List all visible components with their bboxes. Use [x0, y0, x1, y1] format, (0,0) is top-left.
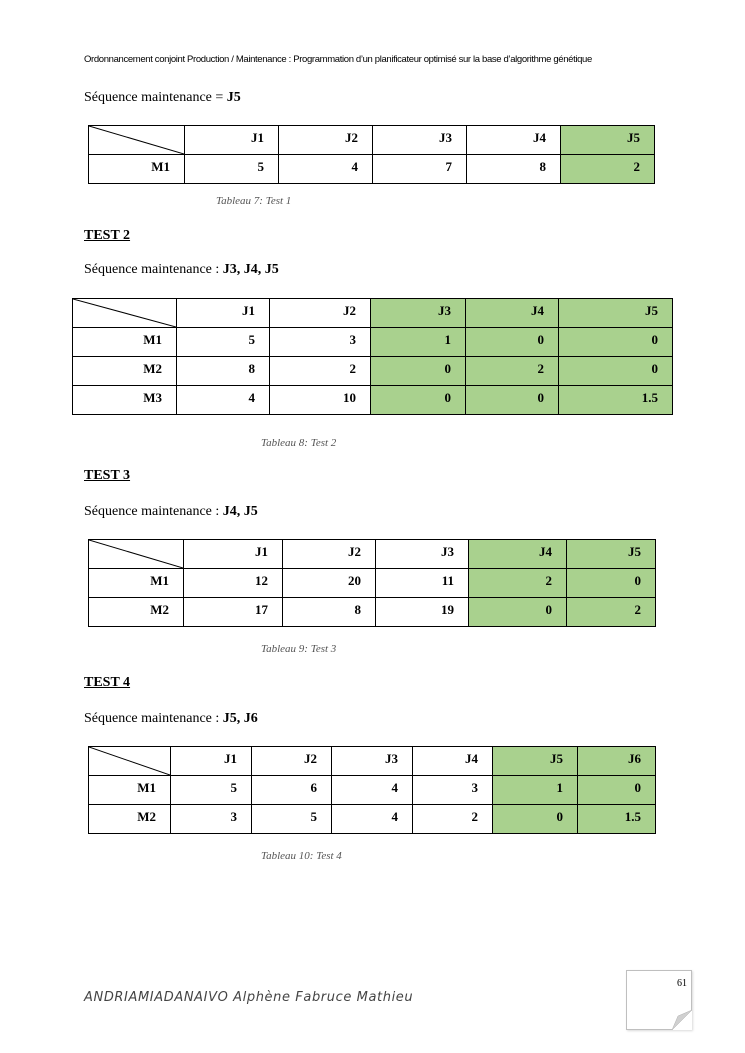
- row-label-m1: M1: [89, 155, 185, 184]
- table-cell: 2: [413, 805, 493, 834]
- table-cell: 2: [469, 569, 567, 598]
- author-name: ANDRIAMIADANAIVO Alphène Fabruce Mathieu: [84, 990, 414, 1005]
- table-cell: 7: [373, 155, 467, 184]
- column-header-j5: J5: [559, 299, 673, 328]
- section-title-test-2: TEST 2: [84, 228, 131, 243]
- diagonal-corner-cell: [89, 540, 184, 569]
- column-header-j4: J4: [467, 126, 561, 155]
- table-cell: 20: [283, 569, 376, 598]
- table-cell: 1: [371, 328, 466, 357]
- column-header-j4: J4: [466, 299, 559, 328]
- table-cell: 0: [559, 328, 673, 357]
- table-cell: 3: [413, 776, 493, 805]
- table-cell: 4: [279, 155, 373, 184]
- table-row: [73, 328, 673, 357]
- schedule-table-test-4: [88, 746, 656, 834]
- diagonal-corner-cell: [73, 299, 177, 328]
- table-cell: 4: [332, 776, 413, 805]
- table-cell: 2: [567, 598, 656, 627]
- table-cell: 2: [561, 155, 655, 184]
- table-cell: 5: [185, 155, 279, 184]
- column-header-j5: J5: [493, 747, 578, 776]
- table-cell: 0: [371, 386, 466, 415]
- column-header-j1: J1: [171, 747, 252, 776]
- table-cell: 12: [184, 569, 283, 598]
- table-cell: 4: [332, 805, 413, 834]
- table-cell: 5: [252, 805, 332, 834]
- table-cell: 0: [466, 328, 559, 357]
- table-cell: 0: [567, 569, 656, 598]
- table-cell: 0: [466, 386, 559, 415]
- header-row: [73, 299, 673, 328]
- table-caption-test-2: Tableau 8: Test 2: [261, 437, 337, 449]
- table-cell: 0: [559, 357, 673, 386]
- table-cell: 8: [283, 598, 376, 627]
- row-label-m3: M3: [73, 386, 177, 415]
- column-header-j3: J3: [373, 126, 467, 155]
- diagonal-line-icon: [89, 126, 184, 154]
- header-row: [89, 540, 656, 569]
- column-header-j3: J3: [371, 299, 466, 328]
- diagonal-corner-cell: [89, 126, 185, 155]
- row-label-m1: M1: [89, 776, 171, 805]
- table-cell: 0: [469, 598, 567, 627]
- table-row: [73, 357, 673, 386]
- table-cell: 1.5: [578, 805, 656, 834]
- page-number-box: [626, 970, 692, 1030]
- sequence-value: J4, J5: [222, 504, 258, 519]
- sequence-label: Séquence maintenance :: [84, 262, 223, 277]
- table-row: [89, 155, 655, 184]
- sequence-line-test-4: [84, 711, 258, 727]
- column-header-j1: J1: [185, 126, 279, 155]
- row-label-m2: M2: [73, 357, 177, 386]
- table-cell: 0: [493, 805, 578, 834]
- table-row: [89, 776, 656, 805]
- table-caption-test-3: Tableau 9: Test 3: [261, 643, 337, 655]
- table-cell: 6: [252, 776, 332, 805]
- column-header-j5: J5: [561, 126, 655, 155]
- diagonal-line-icon: [73, 299, 176, 327]
- running-header: Ordonnancement conjoint Production / Maintenance : Programmation d’un planificateur optimisé sur la base d’algorithme génétique: [84, 54, 592, 65]
- table-cell: 4: [177, 386, 270, 415]
- sequence-value: J5: [226, 90, 241, 105]
- header-row: [89, 747, 656, 776]
- table-cell: 8: [467, 155, 561, 184]
- sequence-line-test-1: [84, 90, 241, 106]
- row-label-m1: M1: [89, 569, 184, 598]
- table-cell: 19: [376, 598, 469, 627]
- diagonal-line-icon: [89, 747, 170, 775]
- row-label-m2: M2: [89, 805, 171, 834]
- page-number: 61: [677, 978, 687, 989]
- header-row: [89, 126, 655, 155]
- column-header-j2: J2: [283, 540, 376, 569]
- table-caption-test-4: Tableau 10: Test 4: [261, 850, 342, 862]
- column-header-j6: J6: [578, 747, 656, 776]
- table-cell: 0: [371, 357, 466, 386]
- sequence-label: Séquence maintenance :: [84, 504, 223, 519]
- column-header-j5: J5: [567, 540, 656, 569]
- table-cell: 3: [270, 328, 371, 357]
- schedule-table-test-1: [88, 125, 655, 184]
- table-cell: 2: [270, 357, 371, 386]
- column-header-j1: J1: [177, 299, 270, 328]
- table-row: [89, 805, 656, 834]
- sequence-value: J3, J4, J5: [222, 262, 279, 277]
- column-header-j4: J4: [469, 540, 567, 569]
- sequence-value: J5, J6: [222, 711, 258, 726]
- table-row: [89, 598, 656, 627]
- sequence-label: Séquence maintenance =: [84, 90, 227, 105]
- table-row: [89, 569, 656, 598]
- column-header-j2: J2: [252, 747, 332, 776]
- table-cell: 2: [466, 357, 559, 386]
- sequence-label: Séquence maintenance :: [84, 711, 223, 726]
- sequence-line-test-2: [84, 262, 279, 278]
- table-cell: 1.5: [559, 386, 673, 415]
- diagonal-line-icon: [89, 540, 183, 568]
- table-cell: 11: [376, 569, 469, 598]
- table-row: [73, 386, 673, 415]
- schedule-table-test-2: [72, 298, 673, 415]
- table-cell: 10: [270, 386, 371, 415]
- schedule-table-test-3: [88, 539, 656, 627]
- table-cell: 0: [578, 776, 656, 805]
- table-caption-test-1: Tableau 7: Test 1: [216, 195, 292, 207]
- diagonal-corner-cell: [89, 747, 171, 776]
- table-cell: 5: [177, 328, 270, 357]
- section-title-test-3: TEST 3: [84, 468, 131, 483]
- page-curl-icon: [672, 1010, 692, 1030]
- section-title-test-4: TEST 4: [84, 675, 131, 690]
- table-cell: 5: [171, 776, 252, 805]
- table-cell: 17: [184, 598, 283, 627]
- row-label-m2: M2: [89, 598, 184, 627]
- column-header-j1: J1: [184, 540, 283, 569]
- column-header-j4: J4: [413, 747, 493, 776]
- column-header-j3: J3: [376, 540, 469, 569]
- column-header-j3: J3: [332, 747, 413, 776]
- table-cell: 1: [493, 776, 578, 805]
- column-header-j2: J2: [270, 299, 371, 328]
- table-cell: 8: [177, 357, 270, 386]
- column-header-j2: J2: [279, 126, 373, 155]
- table-cell: 3: [171, 805, 252, 834]
- sequence-line-test-3: [84, 504, 258, 520]
- row-label-m1: M1: [73, 328, 177, 357]
